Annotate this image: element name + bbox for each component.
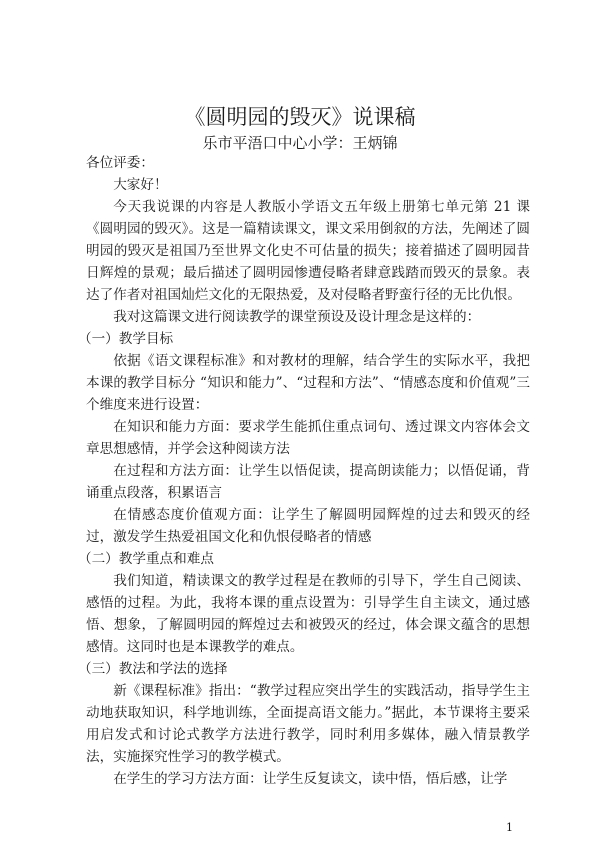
document-body (78, 152, 530, 790)
section-heading-objectives: （一）教学目标 (78, 331, 174, 347)
greeting: 各位评委： (86, 155, 154, 171)
salutation: 大家好！ (113, 177, 168, 193)
intro-paragraph: 今天我说课的内容是人教版小学语文五年级上册第七单元第 21 课《圆明园的毁灭》。这是一篇精读课文，课文采用倒叙的方法，先阐述了圆明园的毁灭是祖国乃至世界文化史不可估量的损失；接着描述了圆明园昔日辉煌的景观；最后描述了圆明园惨遭侵略者肆意践踏而毁灭的景象。表达了作者对祖国灿烂文化的无限热爱，及对侵略者野蛮行径的无比仇恨。 (86, 199, 530, 303)
key-points-paragraph: 我们知道，精读课文的教学过程是在教师的引导下，学生自己阅读、感悟的过程。为此，我将本课的重点设置为：引导学生自主读文，通过感悟、想象，了解圆明园的辉煌过去和被毁灭的经过，体会课文蕴含的思想感情。这同时也是本课教学的难点。 (86, 573, 530, 655)
design-intro-paragraph: 我对这篇课文进行阅读教学的课堂预设及设计理念是这样的： (113, 309, 481, 325)
section-heading-key-points: （二）教学重点和难点 (78, 551, 214, 567)
section-heading-methods: （三）教法和学法的选择 (78, 661, 228, 677)
objectives-process-paragraph: 在过程和方法方面：让学生以悟促读，提高朗读能力；以悟促诵，背诵重点段落，积累语言 (86, 463, 530, 501)
objectives-paragraph: 依据《语文课程标准》和对教材的理解，结合学生的实际水平，我把本课的教学目标分 “知识和能力”、“过程和方法”、“情感态度和价值观”三个维度来进行设置： (86, 353, 530, 413)
page-title: 《圆明园的毁灭》说课稿 (184, 105, 416, 129)
objectives-emotion-paragraph: 在情感态度价值观方面：让学生了解圆明园辉煌的过去和毁灭的经过，激发学生热爱祖国文化和仇恨侵略者的情感 (86, 507, 530, 545)
objectives-knowledge-paragraph: 在知识和能力方面：要求学生能抓住重点词句、透过课文内容体会文章思想感情，并学会这种阅读方法 (86, 419, 530, 457)
page-number: 1 (506, 821, 513, 834)
learning-methods-paragraph: 在学生的学习方法方面：让学生反复读文，读中悟，悟后感，让学 (113, 771, 508, 787)
author-line: 乐市平浯口中心小学：王炳锦 (202, 134, 398, 152)
methods-paragraph: 新《课程标准》指出：“教学过程应突出学生的实践活动，指导学生主动地获取知识，科学地训练，全面提高语文能力。”据此，本节课将主要采用启发式和讨论式教学方法进行教学，同时利用多媒体，融入情景教学法，实施探究性学习的教学模式。 (86, 683, 530, 765)
